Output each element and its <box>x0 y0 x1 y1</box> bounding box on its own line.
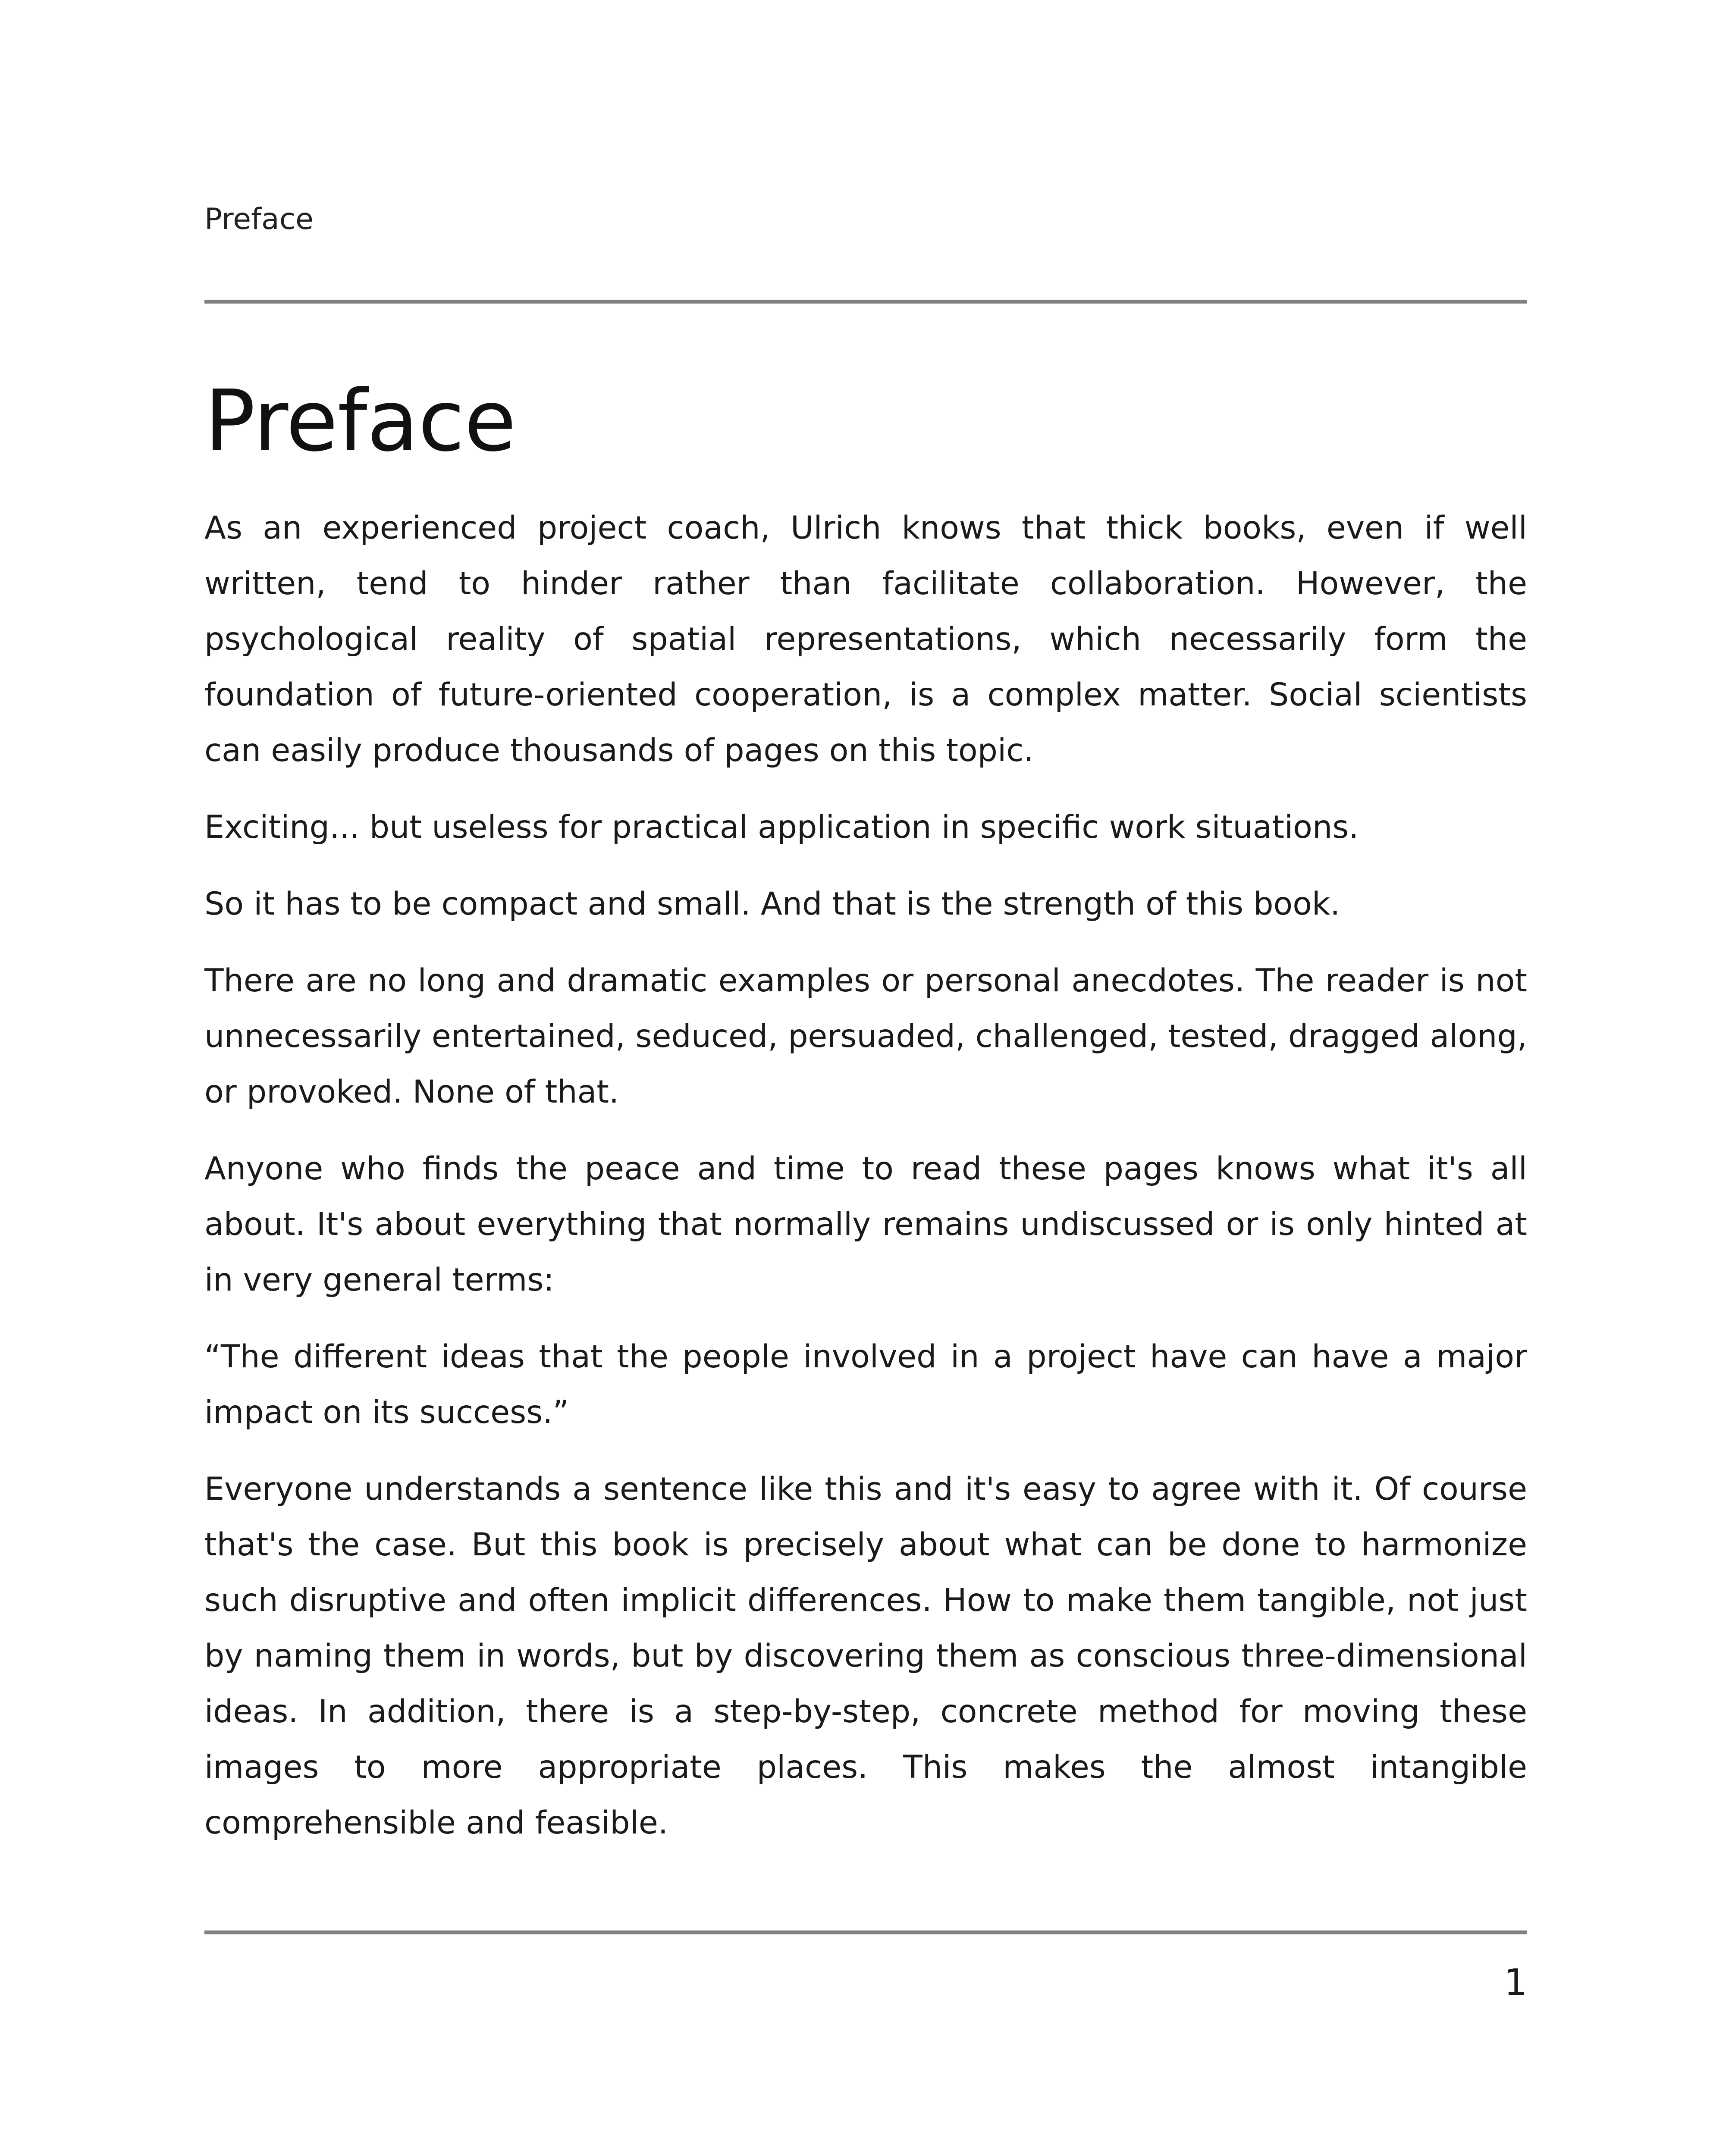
body-text <box>204 500 1527 1872</box>
paragraph: Everyone understands a sentence like this and it's easy to agree with it. Of course that's the case. But this book is precisely about what can be done to harmonize such disruptive and often implicit differences. How to make them tangible, not just by naming them in words, but by discovering them as conscious three-dimensional ideas. In addition, there is a step-by-step, concrete method for moving these images to more appropriate places. This makes the almost intangible comprehensible and feasible. <box>204 1471 1527 1841</box>
paragraph: There are no long and dramatic examples or personal anecdotes. The reader is not unnecessarily entertained, seduced, persuaded, challenged, tested, dragged along, or provoked. None of that. <box>204 962 1527 1110</box>
header-divider <box>204 300 1527 304</box>
footer-divider <box>204 1930 1527 1934</box>
paragraph: Exciting... but useless for practical application in specific work situations. <box>204 809 1359 846</box>
page-title: Preface <box>204 372 516 470</box>
paragraph: As an experienced project coach, Ulrich knows that thick books, even if well written, tend to hinder rather than facilitate collaboration. However, the psychological reality of spatial representations, which necessarily form the foundation of future-oriented cooperation, is a complex matter. Social scientists can easily produce thousands of pages on this topic. <box>204 510 1527 769</box>
paragraph: Anyone who finds the peace and time to read these pages knows what it's all about. It's about everything that normally remains undiscussed or is only hinted at in very general terms: <box>204 1150 1527 1298</box>
page-number: 1 <box>1504 1961 1527 2003</box>
paragraph: “The different ideas that the people involved in a project have can have a major impact on its success.” <box>204 1338 1527 1431</box>
running-header: Preface <box>204 202 314 236</box>
paragraph: So it has to be compact and small. And that is the strength of this book. <box>204 886 1340 922</box>
